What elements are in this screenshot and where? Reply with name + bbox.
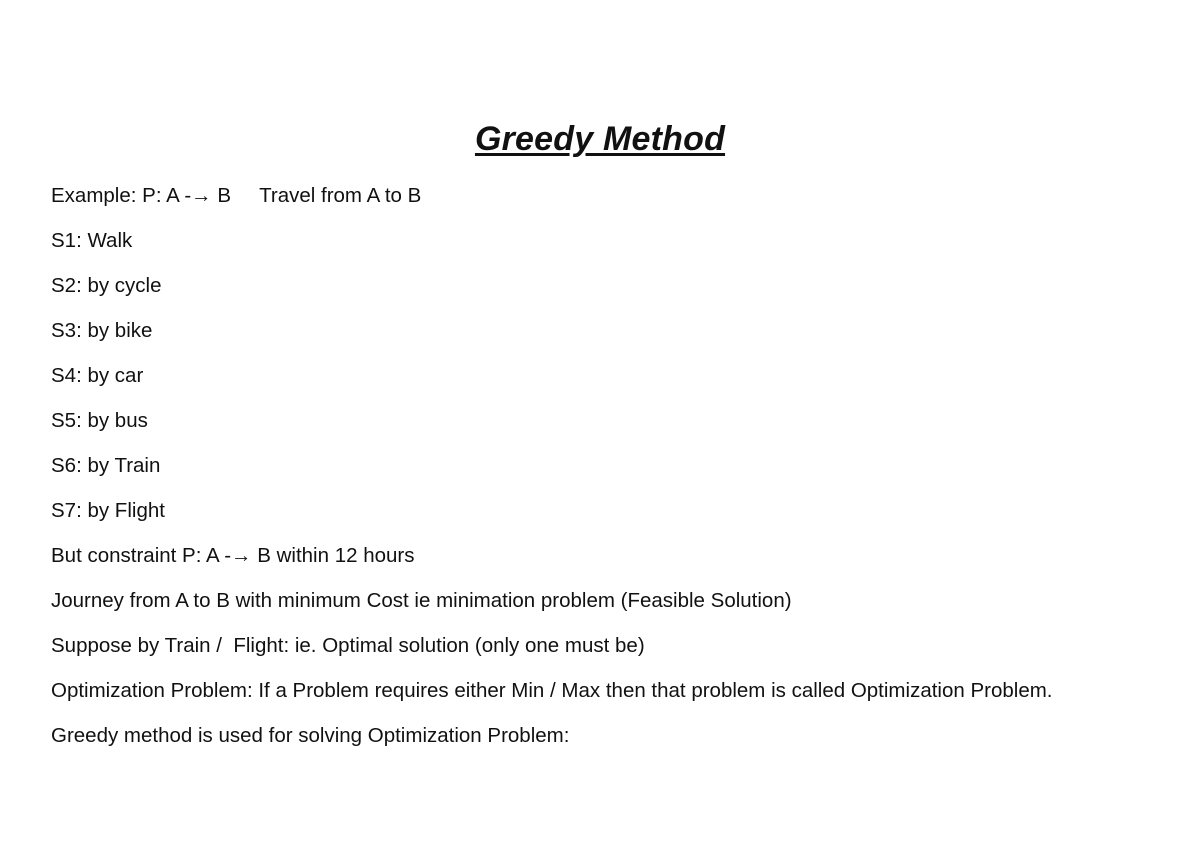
example-line: Example: P: A -→ B Travel from A to B [51,184,422,207]
solution-line-s3: S3: by bike [51,319,153,342]
greedy-method-usage-line: Greedy method is used for solving Optimization Problem: [51,724,570,747]
solution-line-s4: S4: by car [51,364,144,387]
solution-line-s6: S6: by Train [51,454,161,477]
solution-line-s2: S2: by cycle [51,274,162,297]
document-body [51,182,1151,767]
feasible-solution-line: Journey from A to B with minimum Cost ie minimation problem (Feasible Solution) [51,589,792,612]
solution-line-s1: S1: Walk [51,229,133,252]
solution-line-s7: S7: by Flight [51,499,165,522]
optimal-solution-line: Suppose by Train / Flight: ie. Optimal solution (only one must be) [51,634,645,657]
constraint-line: But constraint P: A -→ B within 12 hours [51,544,415,567]
solution-line-s5: S5: by bus [51,409,148,432]
page-title: Greedy Method [474,120,726,158]
optimization-definition-line: Optimization Problem: If a Problem requires either Min / Max then that problem is called Optimization Problem. [51,679,1053,702]
